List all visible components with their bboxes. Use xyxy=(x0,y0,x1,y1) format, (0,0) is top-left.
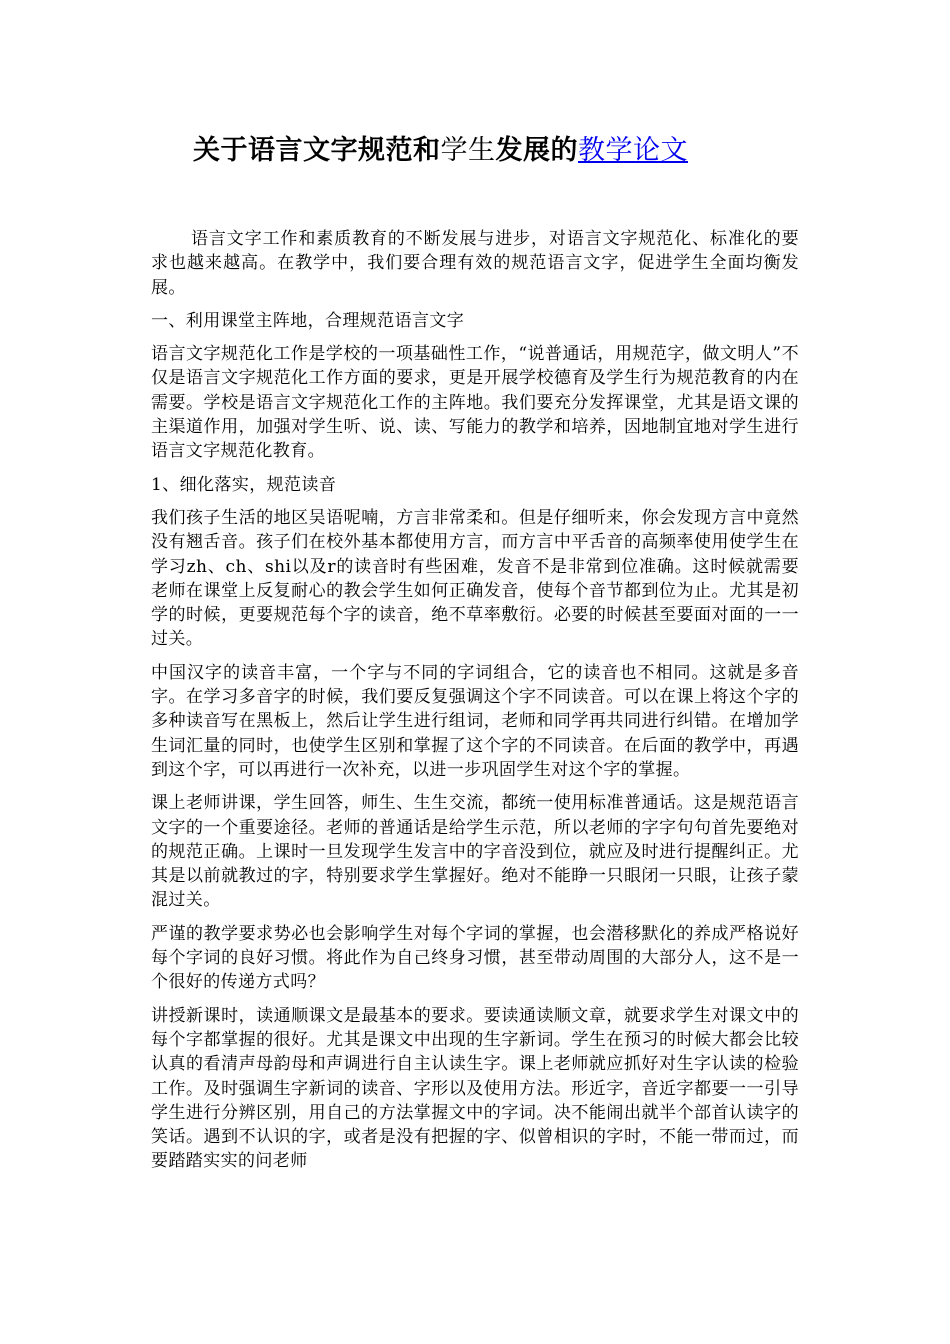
body-paragraph: 语言文字规范化工作是学校的一项基础性工作，“说普通话，用规范字，做文明人”不仅是语言文字规范化工作方面的要求，更是开展学校德育及学生行为规范教育的内在需要。学校是语言文字规范化工作的主阵地。我们要充分发挥课堂，尤其是语文课的主渠道作用，加强对学生听、说、读、写能力的教学和培养，因地制宜地对学生进行语言文字规范化教育。 xyxy=(151,344,799,462)
document-title xyxy=(193,131,688,171)
intro-paragraph: 语言文字工作和素质教育的不断发展与进步，对语言文字规范化、标准化的要求也越来越高。在教学中，我们要合理有效的规范语言文字，促进学生全面均衡发展。 xyxy=(151,229,799,298)
subsection-heading-1: 1、细化落实，规范读音 xyxy=(151,474,337,495)
title-text-part1: 关于语言文字规范和 xyxy=(193,135,441,166)
body-paragraph: 严谨的教学要求势必也会影响学生对每个字词的掌握，也会潜移默化的养成严格说好每个字词的良好习惯。将此作为自己终身习惯，甚至带动周围的大部分人，这不是一个很好的传递方式吗？ xyxy=(151,923,799,993)
document-body xyxy=(151,227,799,1183)
body-paragraph: 我们孩子生活的地区吴语呢喃，方言非常柔和。但是仔细听来，你会发现方言中竟然没有翘舌音。孩子们在校外基本都使用方言，而方言中平舌音的高频率使用使学生在学习zh、ch、shi以及r的读音时有些困难，发音不是非常到位准确。这时候就需要老师在课堂上反复耐心的教会学生如何正确发音，使每个音节都到位为止。尤其是初学的时候，更要规范每个字的读音，绝不草率敷衍。必要的时候甚至要面对面的一一过关。 xyxy=(151,507,799,650)
title-text-part2: 学生 xyxy=(440,135,496,166)
body-paragraph: 中国汉字的读音丰富，一个字与不同的字词组合，它的读音也不相同。这就是多音字。在学习多音字的时候，我们要反复强调这个字不同读音。可以在课上将这个字的多种读音写在黑板上，然后让学生进行组词，老师和同学再共同进行纠错。在增加学生词汇量的同时，也使学生区别和掌握了这个字的不同读音。在后面的教学中，再遇到这个字，可以再进行一次补充，以进一步巩固学生对这个字的掌握。 xyxy=(151,662,799,780)
body-paragraph: 课上老师讲课，学生回答，师生、生生交流，都统一使用标准普通话。这是规范语言文字的一个重要途径。老师的普通话是给学生示范，所以老师的字字句句首先要绝对的规范正确。上课时一旦发现学生发言中的字音没到位，就应及时进行提醒纠正。尤其是以前就教过的字，特别要求学生掌握好。绝对不能睁一只眼闭一只眼，让孩子蒙混过关。 xyxy=(151,793,799,911)
section-heading-1: 一、利用课堂主阵地，合理规范语言文字 xyxy=(151,310,465,331)
body-paragraph: 讲授新课时，读通顺课文是最基本的要求。要读通读顺文章，就要求学生对课文中的每个字都掌握的很好。尤其是课文中出现的生字新词。学生在预习的时候大都会比较认真的看清声母韵母和声调进行自主认读生字。课上老师就应抓好对生字认读的检验工作。及时强调生字新词的读音、字形以及使用方法。形近字，音近字都要一一引导学生进行分辨区别，用自己的方法掌握文中的字词。决不能闹出就半个部首认读字的笑话。遇到不认识的字，或者是没有把握的字、似曾相识的字时，不能一带而过，而要踏踏实实的问老师 xyxy=(151,1005,799,1172)
title-link-teaching-paper[interactable]: 教学论文 xyxy=(578,135,688,166)
title-text-part3: 发展的 xyxy=(495,135,578,166)
